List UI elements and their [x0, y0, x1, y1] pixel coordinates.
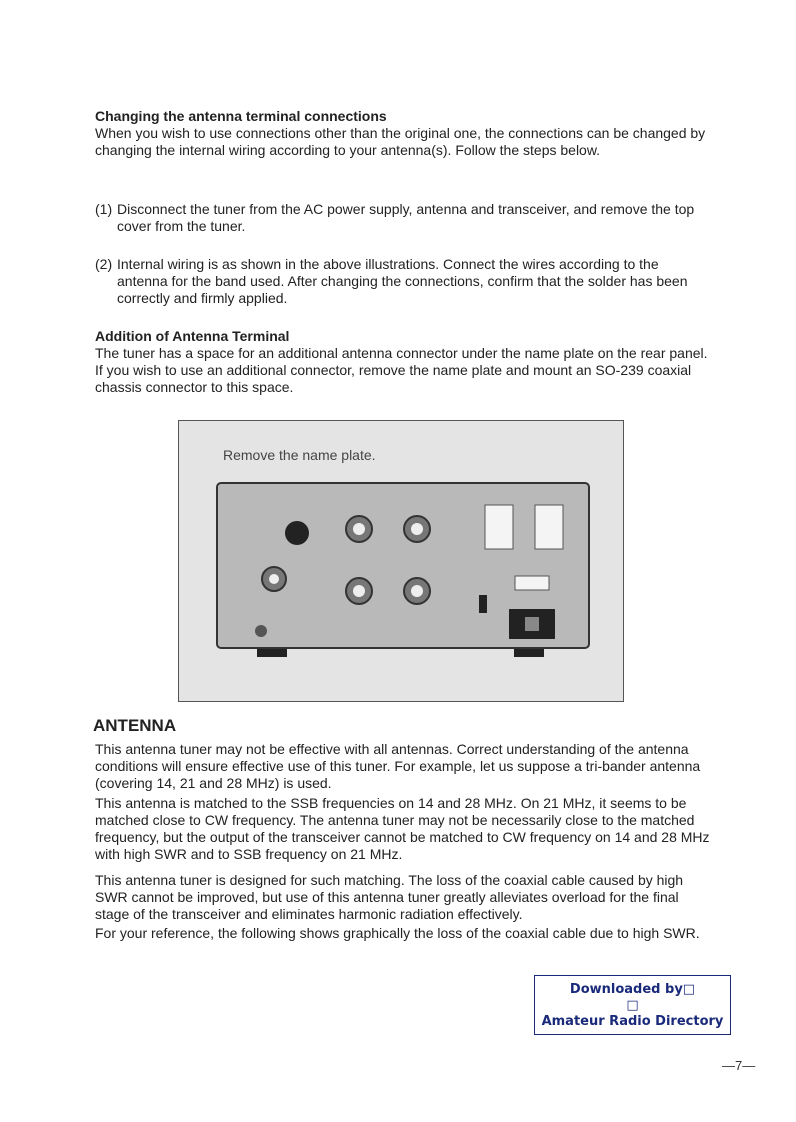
photo-caption: Remove the name plate.	[223, 447, 376, 463]
step-number: (1)	[95, 201, 113, 217]
step-item-1	[95, 201, 713, 235]
antenna-paragraph-1: This antenna tuner may not be effective with all antennas. Correct understanding of the antenna conditions will ensure effective use of this tuner. For example, let us suppose a tri-bander antenna (covering 14, 21 and 28 MHz) is used.	[95, 741, 701, 791]
rear-panel-photo	[178, 420, 624, 702]
step-text: Internal wiring is as shown in the above illustrations. Connect the wires according to the antenna for the band used. After changing the connections, confirm that the solder has been correctly and firmly applied.	[117, 256, 688, 306]
download-line-2: □	[626, 998, 639, 1013]
section-intro-paragraph: When you wish to use connections other than the original one, the connections can be changed by changing the internal wiring according to your antenna(s). Follow the steps below.	[95, 125, 706, 158]
antenna-paragraph-2: This antenna is matched to the SSB frequencies on 14 and 28 MHz. On 21 MHz, it seems to be matched close to CW frequency. The antenna tuner may not be necessarily close to the matched frequency, but the output of the transceiver cannot be matched to CW frequency on 14 and 28 MHz with high SWR and to SSB frequency on 21 MHz.	[95, 795, 710, 862]
antenna-paragraph-3: This antenna tuner is designed for such matching. The loss of the coaxial cable caused by high SWR cannot be improved, but use of this antenna tuner greatly alleviates overload for the final stage of the transceiver and eliminates harmonic radiation effectively.	[95, 872, 684, 922]
page-number: —7—	[722, 1058, 756, 1073]
antenna-paragraph-4: For your reference, the following shows graphically the loss of the coaxial cable due to high SWR.	[95, 925, 700, 941]
section-heading-terminal-connections: Changing the antenna terminal connections	[95, 108, 387, 124]
download-line-3: Amateur Radio Directory	[541, 1014, 724, 1029]
download-line-1: Downloaded by□	[569, 982, 696, 997]
antenna-section-title: ANTENNA	[93, 716, 177, 735]
section-body-paragraph: The tuner has a space for an additional antenna connector under the name plate on the rear panel. If you wish to use an additional connector, remove the name plate and mount an SO-239 coaxial chassis connector to this space.	[95, 345, 708, 395]
step-number: (2)	[95, 256, 113, 272]
download-stamp	[534, 975, 731, 1035]
step-item-2	[95, 256, 713, 307]
rear-panel-illustration	[179, 421, 623, 701]
section-heading-addition-terminal: Addition of Antenna Terminal	[95, 328, 290, 344]
step-text: Disconnect the tuner from the AC power supply, antenna and transceiver, and remove the top cover from the tuner.	[117, 201, 695, 234]
